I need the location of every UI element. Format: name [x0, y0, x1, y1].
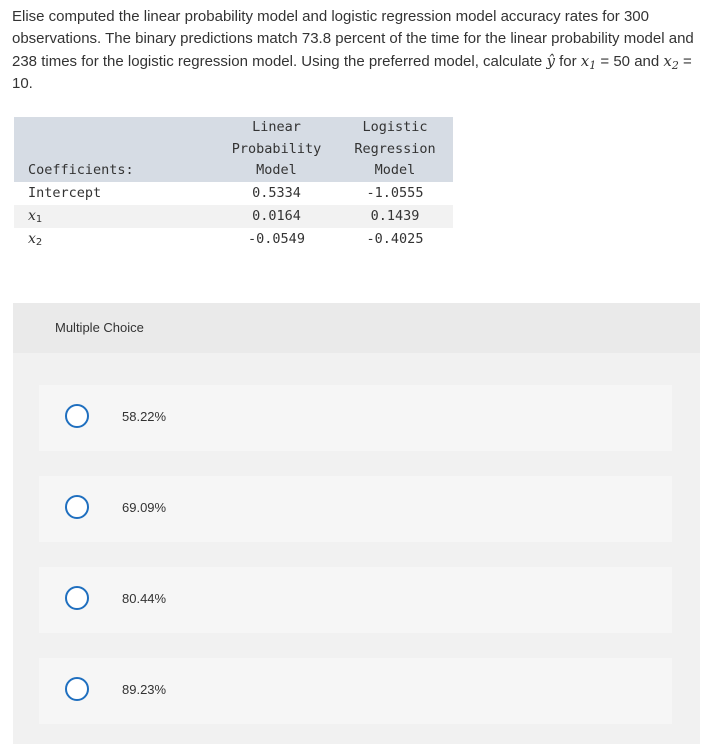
logistic-intercept: -1.0555 — [366, 185, 424, 201]
x1-value: = 50 and — [596, 53, 664, 70]
choice-label: 69.09% — [122, 500, 167, 515]
x2-label: $x_2$ — [28, 230, 43, 248]
choice-option-1[interactable] — [39, 385, 672, 451]
table-row-x1 — [14, 205, 453, 228]
table-header-row — [14, 117, 453, 182]
table-row-x2 — [14, 228, 453, 251]
choice-label: 58.22% — [122, 409, 167, 424]
x2-value: = 10. — [12, 53, 692, 92]
choice-label: 89.23% — [122, 682, 167, 697]
radio-button-icon[interactable] — [65, 495, 89, 519]
logistic-x2: -0.4025 — [366, 231, 424, 247]
x1-label: $x_1$ — [14, 205, 216, 228]
question-text — [12, 6, 696, 95]
question-part1: Elise computed the linear probability model and logistic regression model accuracy rates for 300 observations. The binary predictions match 73.8 percent of the time for the linear probability model and 238 times for the logistic regression model. Using the preferred model, calculate — [12, 8, 694, 70]
choice-option-4[interactable] — [39, 658, 672, 724]
radio-button-icon[interactable] — [65, 677, 89, 701]
linear-intercept: 0.5334 — [252, 185, 301, 201]
choice-option-2[interactable] — [39, 476, 672, 542]
choice-label: 80.44% — [122, 591, 167, 606]
y-hat-symbol: ŷ — [546, 52, 555, 70]
radio-button-icon[interactable] — [65, 404, 89, 428]
intercept-label: Intercept — [28, 185, 102, 201]
question-part2: for — [559, 53, 577, 70]
radio-button-icon[interactable] — [65, 586, 89, 610]
choice-option-3[interactable] — [39, 567, 672, 633]
table-row-intercept — [14, 182, 453, 205]
x1-variable: $x_1$ — [580, 52, 597, 72]
multiple-choice-panel — [13, 303, 700, 744]
coefficients-label: Coefficients: — [14, 117, 216, 182]
linear-x1: 0.0164 — [216, 205, 337, 228]
multiple-choice-title: Multiple Choice — [55, 320, 144, 335]
multiple-choice-header — [13, 303, 700, 353]
logistic-x1: 0.1439 — [337, 205, 453, 228]
linear-model-header: Linear Probability Model — [216, 117, 337, 182]
coefficients-table — [14, 117, 453, 251]
linear-x2: -0.0549 — [248, 231, 305, 247]
x2-variable: $x_2$ — [663, 52, 679, 72]
logistic-model-header: Logistic Regression Model — [337, 117, 453, 182]
